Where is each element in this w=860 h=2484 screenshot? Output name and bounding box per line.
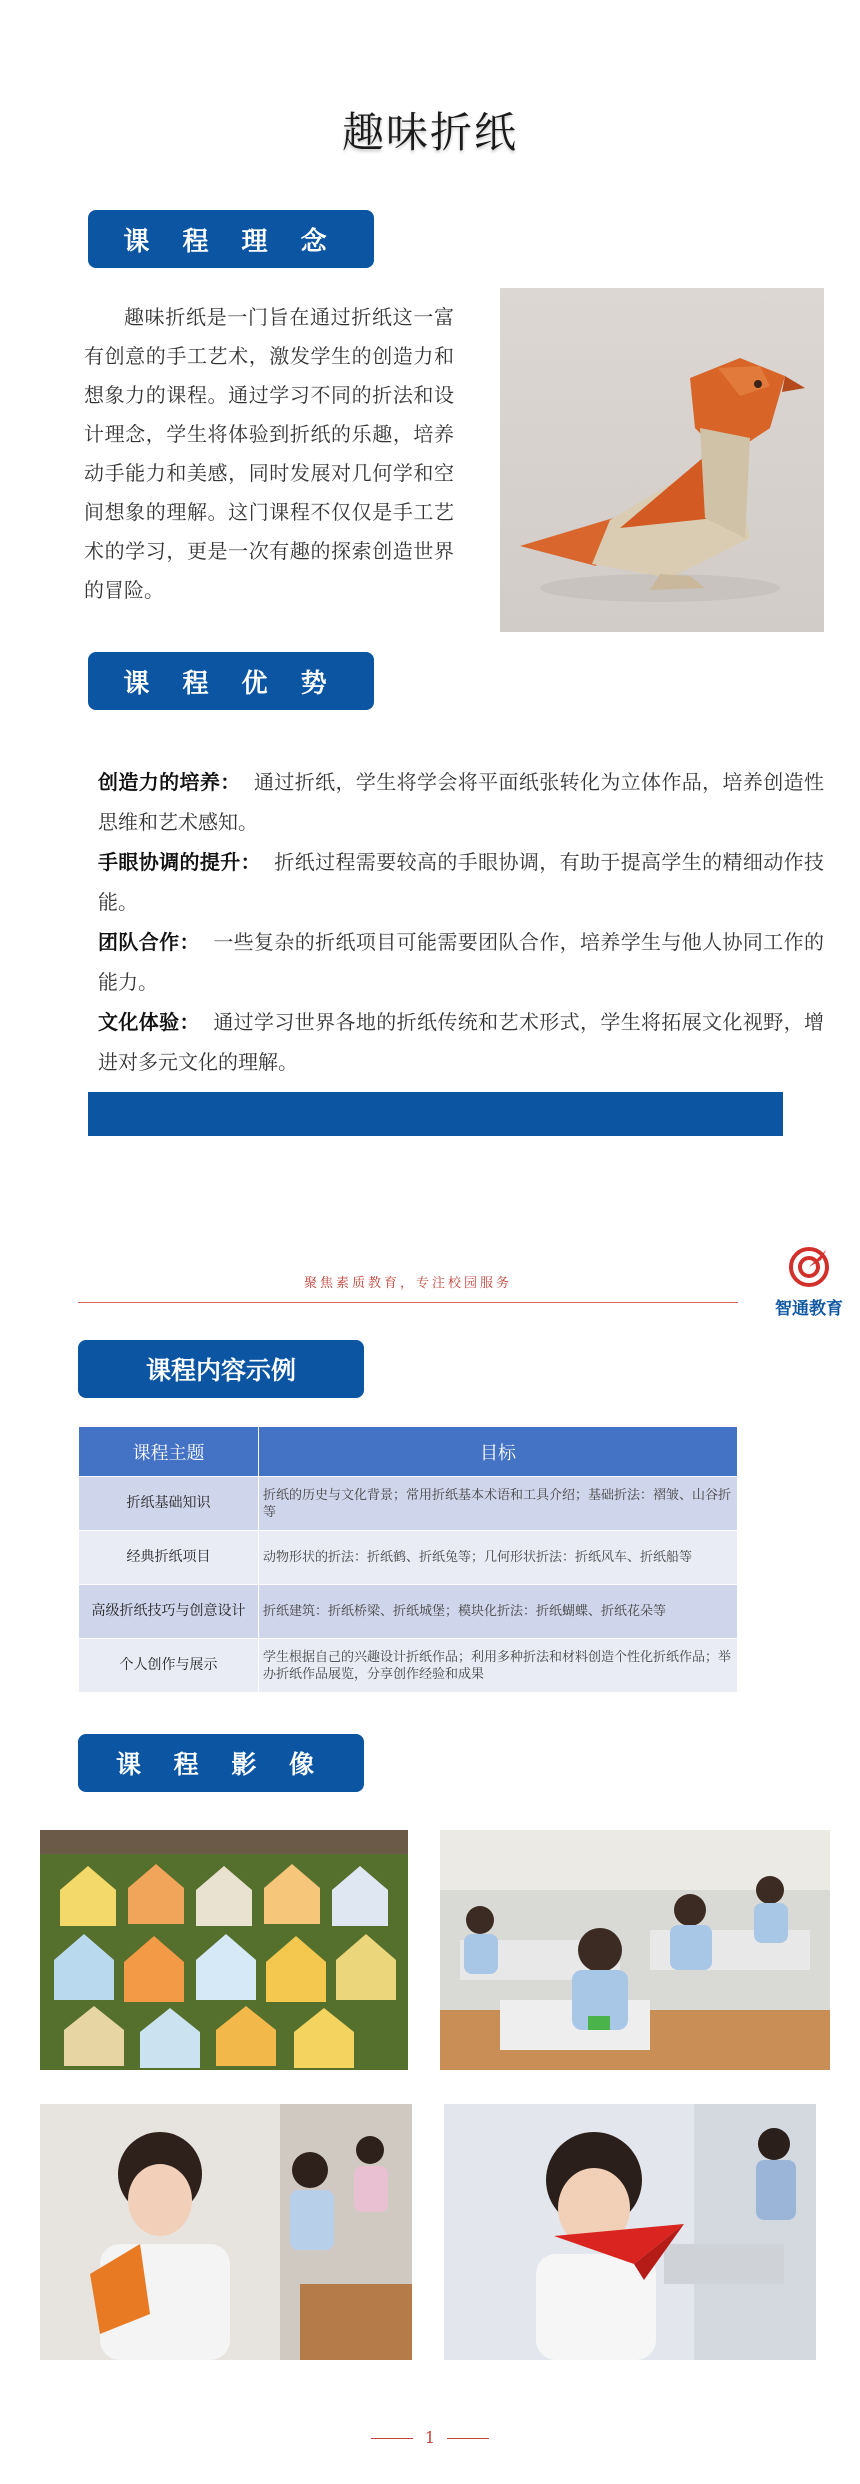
advantage-text: 通过折纸，学生将学会将平面纸张转化为立体作品，培养创造性思维和艺术感知。 [98, 770, 825, 834]
page-title: 趣味折纸 [341, 108, 518, 157]
gallery-heading: 课 程 影 像 [78, 1734, 364, 1792]
advantage-label: 团队合作： [98, 930, 200, 954]
column-header-topic: 课程主题 [79, 1427, 259, 1477]
cell-topic: 个人创作与展示 [79, 1639, 259, 1693]
table-row [79, 1585, 738, 1639]
content-heading: 课程内容示例 [78, 1340, 364, 1398]
cell-goal: 学生根据自己的兴趣设计折纸作品；利用多种折法和材料创造个性化折纸作品；举办折纸作品展览，分享创作经验和成果 [259, 1639, 738, 1693]
cell-topic: 经典折纸项目 [79, 1531, 259, 1585]
brand-logo [766, 1246, 852, 1320]
advantage-label: 文化体验： [98, 1010, 200, 1034]
advantage-item [98, 922, 824, 1002]
decorative-bar [88, 1092, 783, 1136]
advantage-item [98, 1002, 824, 1082]
photo-girl-airplane [444, 2104, 816, 2360]
table-row [79, 1639, 738, 1693]
column-header-goal: 目标 [259, 1427, 738, 1477]
advantage-item [98, 842, 824, 922]
content-table [78, 1426, 738, 1693]
photo-origami-crafts [40, 1830, 408, 2070]
advantage-text: 折纸过程需要较高的手眼协调，有助于提高学生的精细动作技能。 [98, 850, 824, 914]
advantage-text: 一些复杂的折纸项目可能需要团队合作，培养学生与他人协同工作的能力。 [98, 930, 825, 994]
footer-dash-right [447, 2438, 489, 2439]
header-slogan: 聚焦素质教育，专注校园服务 [303, 1276, 512, 1291]
page-footer [0, 2428, 860, 2447]
cell-topic: 折纸基础知识 [79, 1477, 259, 1531]
logo-icon [788, 1246, 830, 1288]
table-header-row [79, 1427, 738, 1477]
origami-bird-image [500, 288, 824, 632]
photo-girl-folding [40, 2104, 412, 2360]
footer-dash-left [371, 2438, 413, 2439]
cell-goal: 动物形状的折法：折纸鹤、折纸兔等；几何形状折法：折纸风车、折纸船等 [259, 1531, 738, 1585]
advantage-label: 创造力的培养： [98, 770, 241, 794]
logo-text: 智通教育 [775, 1299, 843, 1319]
cell-topic: 高级折纸技巧与创意设计 [79, 1585, 259, 1639]
advantage-text: 通过学习世界各地的折纸传统和艺术形式，学生将拓展文化视野，增进对多元文化的理解。 [98, 1010, 825, 1074]
advantage-item [98, 762, 824, 842]
cell-goal: 折纸的历史与文化背景；常用折纸基本术语和工具介绍；基础折法：褶皱、山谷折等 [259, 1477, 738, 1531]
advantages-list [98, 762, 824, 1082]
advantage-label: 手眼协调的提升： [98, 850, 261, 874]
photo-classroom [440, 1830, 830, 2070]
concept-heading: 课 程 理 念 [88, 210, 374, 268]
cell-goal: 折纸建筑：折纸桥梁、折纸城堡；模块化折法：折纸蝴蝶、折纸花朵等 [259, 1585, 738, 1639]
concept-paragraph: 趣味折纸是一门旨在通过折纸这一富有创意的手工艺术，激发学生的创造力和想象力的课程。通过学习不同的折法和设计理念，学生将体验到折纸的乐趣，培养动手能力和美感，同时发展对几何学和空间想象的理解。这门课程不仅仅是手工艺术的学习，更是一次有趣的探索创造世界的冒险。 [84, 305, 454, 602]
advantages-heading: 课 程 优 势 [88, 652, 374, 710]
table-row [79, 1531, 738, 1585]
table-row [79, 1477, 738, 1531]
page-number: 1 [424, 2428, 436, 2447]
header-divider [78, 1302, 738, 1303]
